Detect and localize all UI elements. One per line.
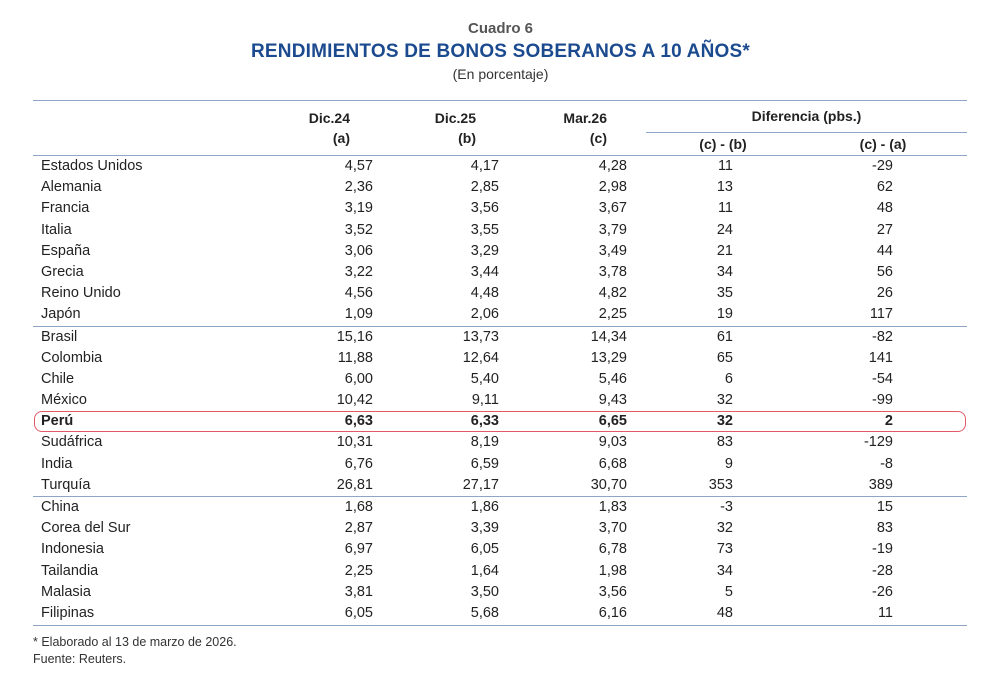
cell-dic24: 10,31 [336,434,373,451]
cell-diff-ca: 44 [876,242,893,259]
cell-mar26: 3,56 [598,583,627,600]
cell-mar26: 3,49 [598,242,627,259]
cell-dic25: 12,64 [462,349,499,366]
cell-mar26: 9,43 [598,392,627,409]
cell-dic25: 6,33 [470,413,499,430]
cell-mar26: 3,67 [598,200,627,217]
cell-dic24: 2,36 [344,179,373,196]
cell-dic25: 27,17 [462,476,499,493]
cell-diff-cb: 83 [716,434,733,451]
cell-dic25: 13,73 [462,328,499,345]
cell-dic24: 10,42 [336,392,373,409]
cell-diff-ca: -8 [880,455,893,472]
cell-dic24: 2,87 [344,520,373,537]
cell-diff-cb: 73 [716,541,733,558]
cell-diff-ca: 83 [876,520,893,537]
cell-diff-cb: 48 [716,604,733,621]
country-name: Indonesia [41,541,104,558]
col-header-sub: (c) [589,130,607,146]
footnote: * Elaborado al 13 de marzo de 2026. [33,635,237,649]
cell-diff-cb: 32 [716,413,733,430]
country-name: Grecia [41,263,84,280]
table-row [33,220,967,241]
cell-dic25: 2,06 [470,306,499,323]
table-row [33,539,967,560]
cell-mar26: 5,46 [598,370,627,387]
cell-diff-ca: 26 [876,285,893,302]
table-row [33,369,967,390]
cell-diff-ca: 11 [877,604,893,621]
cell-dic24: 1,09 [344,306,373,323]
cell-dic24: 6,63 [344,413,373,430]
cell-mar26: 13,29 [590,349,627,366]
cell-diff-cb: 353 [708,476,733,493]
cell-diff-cb: 24 [716,221,733,238]
table-row [33,198,967,219]
cell-dic25: 1,64 [470,562,499,579]
cell-dic24: 2,25 [344,562,373,579]
cell-diff-ca: 117 [869,306,893,323]
cell-dic24: 3,81 [344,583,373,600]
table-row [33,603,967,624]
cell-mar26: 2,98 [598,179,627,196]
cell-dic25: 2,85 [470,179,499,196]
cell-dic25: 5,68 [470,604,499,621]
diff-header-rule [646,132,967,133]
cell-mar26: 6,65 [598,413,627,430]
table-row [33,432,967,453]
cell-dic24: 4,57 [344,158,373,174]
col-header-dic25 [399,108,476,148]
cell-dic24: 3,22 [344,263,373,280]
cell-dic24: 3,19 [344,200,373,217]
cell-mar26: 6,78 [598,541,627,558]
col-header-label: Dic.25 [434,110,476,126]
cell-diff-ca: -19 [872,541,893,558]
table-row [33,262,967,283]
country-name: España [41,242,91,259]
cell-dic25: 3,29 [470,242,499,259]
cell-diff-cb: 65 [716,349,733,366]
country-name: Turquía [41,476,91,493]
cell-dic25: 4,17 [470,158,499,174]
cell-mar26: 6,16 [598,604,627,621]
cell-mar26: 3,70 [598,520,627,537]
col-header-c-minus-a: (c) - (a) [859,136,907,152]
table-row [33,518,967,539]
cell-diff-cb: 6 [724,370,733,387]
cell-diff-cb: 9 [724,455,733,472]
cell-dic25: 9,11 [471,392,499,409]
table-notes [33,634,237,668]
cell-mar26: 4,82 [598,285,627,302]
cell-dic24: 3,06 [344,242,373,259]
col-header-label: Mar.26 [563,110,607,126]
table-row [33,283,967,304]
cell-diff-ca: -129 [863,434,893,451]
country-name: China [41,499,79,515]
col-header-sub: (b) [458,130,476,146]
cell-mar26: 1,83 [598,499,627,515]
cell-diff-ca: 389 [868,476,893,493]
table-row [33,241,967,262]
table-body [33,156,967,626]
table-row [33,156,967,177]
country-name: Alemania [41,179,102,196]
cell-dic24: 6,05 [344,604,373,621]
cell-diff-cb: 11 [717,158,733,174]
cell-diff-ca: 2 [884,413,893,430]
table-row [33,411,967,432]
col-header-mar26 [527,108,607,148]
cell-dic24: 1,68 [344,499,373,515]
cell-diff-ca: 27 [876,221,893,238]
country-name: Corea del Sur [41,520,131,537]
cell-dic25: 6,59 [470,455,499,472]
cell-dic24: 11,88 [337,349,373,366]
cell-diff-cb: 34 [716,562,733,579]
cell-mar26: 2,25 [598,306,627,323]
cell-dic25: 1,86 [470,499,499,515]
cell-dic24: 6,00 [344,370,373,387]
table-number: Cuadro 6 [467,20,533,37]
country-name: Filipinas [41,604,95,621]
country-name: Brasil [41,328,78,345]
col-header-label: Dic.24 [308,110,350,126]
page-subtitle: (En porcentaje) [452,66,549,82]
table-row [33,497,967,518]
country-name: México [41,392,87,409]
cell-dic24: 6,97 [344,541,373,558]
cell-dic25: 3,56 [470,200,499,217]
country-name: Malasia [41,583,91,600]
cell-dic25: 6,05 [470,541,499,558]
country-name: Sudáfrica [41,434,103,451]
cell-diff-ca: -82 [872,328,893,345]
table-row [33,561,967,582]
country-name: Japón [41,306,81,323]
table-row [33,390,967,411]
cell-dic25: 5,40 [470,370,499,387]
cell-dic24: 4,56 [344,285,373,302]
col-header-diferencia: Diferencia (pbs.) [751,108,862,124]
country-name: India [41,455,73,472]
cell-mar26: 6,68 [598,455,627,472]
col-header-c-minus-b: (c) - (b) [699,136,747,152]
country-name: Perú [41,413,74,430]
cell-mar26: 4,28 [598,158,627,174]
cell-diff-ca: -28 [872,562,893,579]
bottom-rule [33,625,967,626]
cell-diff-cb: 32 [716,520,733,537]
cell-dic24: 3,52 [344,221,373,238]
cell-dic25: 3,55 [470,221,499,238]
cell-dic25: 3,44 [470,263,499,280]
table-row [33,177,967,198]
cell-diff-ca: -99 [872,392,893,409]
cell-mar26: 14,34 [590,328,627,345]
cell-diff-ca: 15 [876,499,893,515]
table-row [33,454,967,475]
country-name: Estados Unidos [41,158,143,174]
table-row [33,304,967,325]
country-name: Francia [41,200,90,217]
country-name: Tailandia [41,562,99,579]
top-rule [33,100,967,101]
cell-diff-cb: 19 [716,306,733,323]
cell-diff-ca: 62 [876,179,893,196]
cell-diff-cb: 21 [716,242,733,259]
source-note: Fuente: Reuters. [33,652,127,666]
country-name: Reino Unido [41,285,121,302]
cell-dic25: 8,19 [470,434,499,451]
cell-diff-ca: 48 [876,200,893,217]
cell-dic24: 15,16 [336,328,373,345]
table-row [33,348,967,369]
cell-dic25: 3,50 [470,583,499,600]
cell-dic25: 3,39 [470,520,499,537]
col-header-dic24 [273,108,350,148]
cell-diff-cb: 5 [724,583,733,600]
cell-mar26: 3,78 [598,263,627,280]
cell-diff-cb: -3 [720,499,733,515]
cell-diff-cb: 34 [716,263,733,280]
cell-dic24: 26,81 [336,476,373,493]
cell-dic25: 4,48 [470,285,499,302]
cell-mar26: 1,98 [598,562,627,579]
table-row [33,582,967,603]
cell-mar26: 3,79 [598,221,627,238]
page-title: RENDIMIENTOS DE BONOS SOBERANOS A 10 AÑOS* [251,41,750,62]
cell-diff-ca: -54 [872,370,893,387]
cell-diff-ca: -26 [872,583,893,600]
table-caption [0,20,1001,83]
country-name: Chile [41,370,75,387]
cell-diff-cb: 35 [716,285,733,302]
col-header-sub: (a) [332,130,350,146]
cell-diff-ca: 141 [868,349,893,366]
cell-diff-cb: 61 [716,328,733,345]
cell-mar26: 9,03 [598,434,627,451]
cell-diff-ca: 56 [876,263,893,280]
country-name: Italia [41,221,72,238]
cell-diff-cb: 11 [717,200,733,217]
cell-diff-ca: -29 [872,158,893,174]
table-row [33,475,967,496]
cell-dic24: 6,76 [344,455,373,472]
cell-diff-cb: 13 [716,179,733,196]
table-row [33,327,967,348]
cell-mar26: 30,70 [590,476,627,493]
country-name: Colombia [41,349,103,366]
cell-diff-cb: 32 [716,392,733,409]
